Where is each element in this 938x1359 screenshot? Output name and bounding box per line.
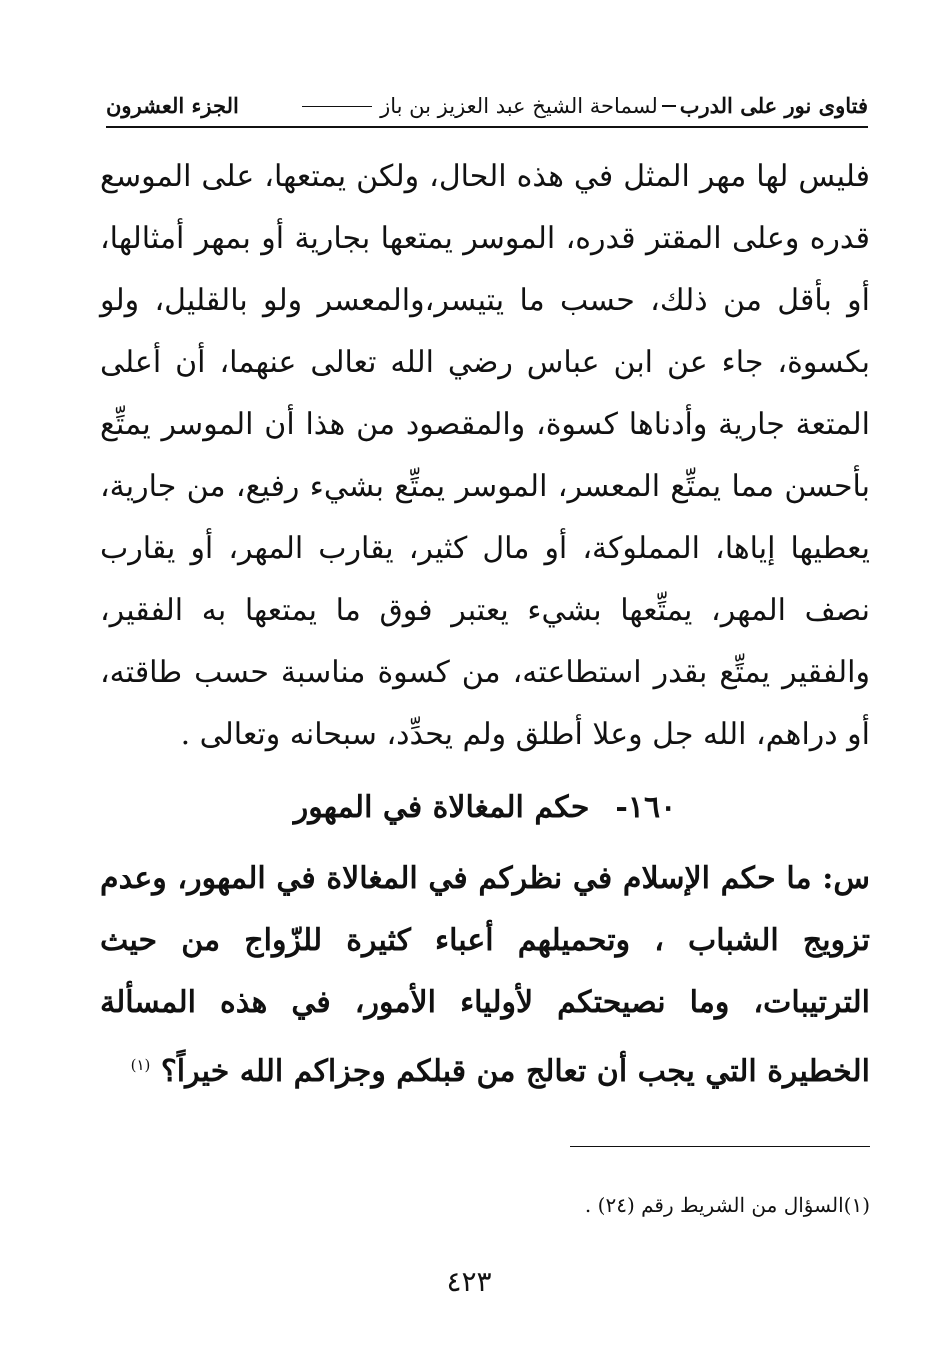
footnote-divider (570, 1146, 870, 1147)
footnote: (١)السؤال من الشريط رقم (٢٤) . (584, 1193, 870, 1217)
header-dash (302, 106, 372, 107)
header-title-group (302, 86, 868, 126)
header-separator (662, 105, 676, 107)
running-header (106, 86, 868, 128)
footnote-reference: (١) (130, 1056, 151, 1074)
volume-part: الجزء العشرون (106, 93, 239, 118)
book-title: فتاوى نور على الدرب (679, 93, 868, 118)
author-line: لسماحة الشيخ عبد العزيز بن باز (380, 94, 658, 118)
section-heading (100, 786, 870, 830)
body-paragraph: فليس لها مهر المثل في هذه الحال، ولكن يمتعها، على الموسع قدره وعلى المقتر قدره، الموسر يمتعها بجارية أو بمهر أمثالها، أو بأقل من ذلك، حسب ما يتيسر،والمعسر ولو بالقليل، ولو بكسوة، جاء عن ابن عباس رضي الله تعالى عنهما، أن أعلى المتعة جارية وأدناها كسوة، والمقصود من هذا أن الموسر يمتِّع بأحسن مما يمتِّع المعسر، الموسر يمتِّع بشيء رفيع، من جارية، يعطيها إياها، المملوكة، أو مال كثير، يقارب المهر، أو يقارب نصف المهر، يمتِّعها بشيء يعتبر فوق ما يمتعها به الفقير، والفقير يمتِّع بقدر استطاعته، من كسوة مناسبة حسب طاقته، أو دراهم، الله جل وعلا أطلق ولم يحدِّد، سبحانه وتعالى . (100, 159, 870, 752)
question-text: س: ما حكم الإسلام في نظركم في المغالاة في المهور، وعدم تزويج الشباب ، وتحميلهم أعباء كثيرة للزّواج من حيث الترتيبات، وما نصيحتكم لأولياء الأمور، في هذه المسألة الخطيرة التي يجب أن تعالج من قبلكم وجزاكم الله خيراً؟ (100, 861, 870, 1089)
body-text (100, 146, 870, 766)
section-title: حكم المغالاة في المهور (293, 790, 590, 825)
question-block (100, 848, 870, 1103)
page-number: ٤٢٣ (446, 1265, 492, 1298)
section-number: ١٦٠- (615, 790, 677, 825)
question-paragraph (100, 848, 870, 1103)
